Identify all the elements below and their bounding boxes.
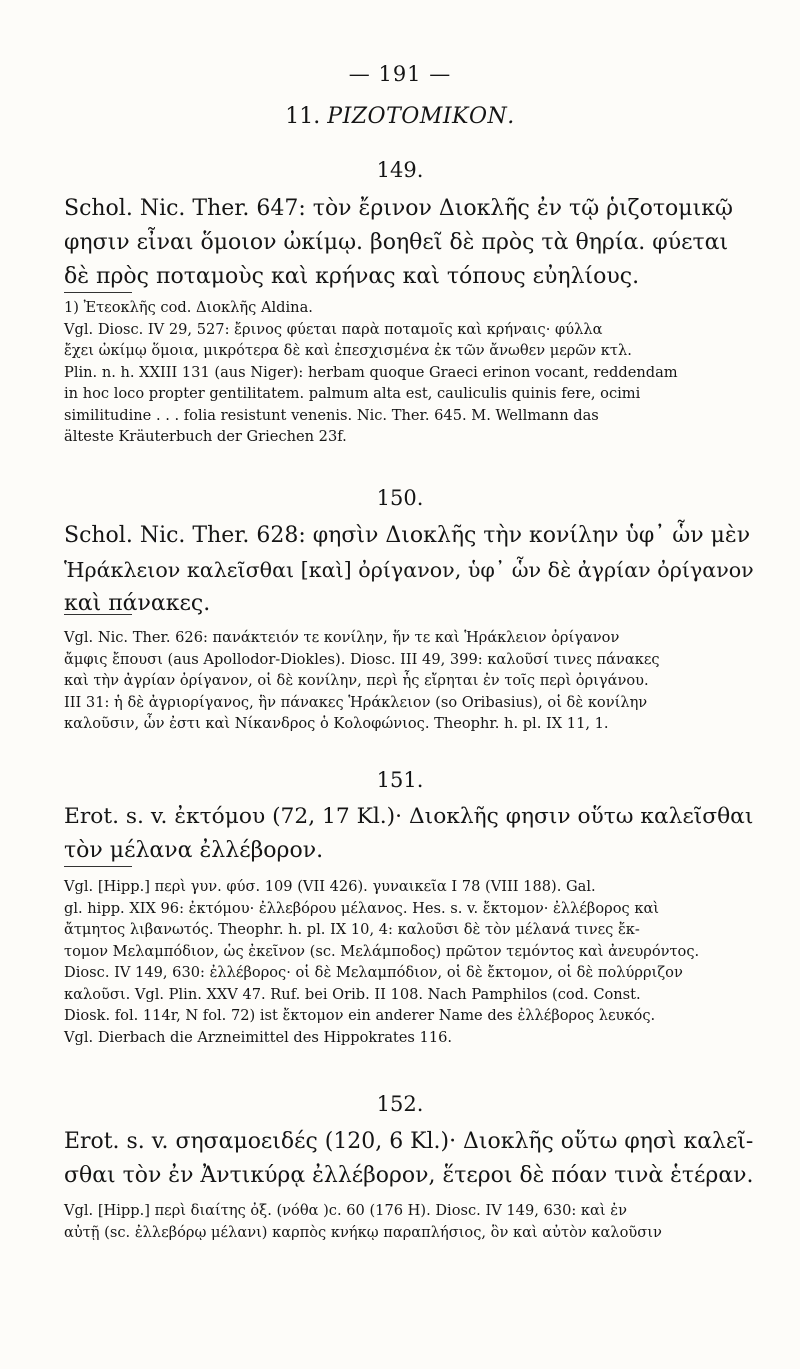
note-line: in hoc loco propter gentilitatem. palmum alta est, cauliculis quinis fere, ocimi: [64, 385, 641, 402]
note-line: 1) Ἐτεοκλῆς cod. Διοκλῆς Aldina.: [64, 299, 313, 316]
note-line: III 31: ἡ δὲ ἀγριορίγανος, ἣν πάνακες Ἡράκλειον (so Oribasius), οἱ δὲ κονίλην: [64, 693, 648, 711]
section-text: [64, 192, 754, 294]
text-line: Erot. s. v. σησαμοειδές (120, 6 Kl.)· Διοκλῆς οὕτω φησὶ καλεῖ-: [64, 1129, 754, 1154]
text-line: δὲ πρὸς ποταμοὺς καὶ κρήνας καὶ τόπους εὐηλίους.: [64, 264, 640, 289]
section-notes: [64, 297, 754, 448]
text-line: Ἡράκλειον καλεῖσθαι [καὶ] ὀρίγανον, ὑφ᾽ ὧν δὲ ἀγρίαν ὀρίγανον: [64, 558, 754, 582]
note-line: Diosk. fol. 114r, N fol. 72) ist ἔκτομον ein anderer Name des ἐλλέβορος λευκός.: [64, 1007, 656, 1024]
section-notes: [64, 1200, 754, 1243]
note-line: gl. hipp. XIX 96: ἐκτόμου· ἐλλεβόρου μέλανος. Hes. s. v. ἔκτομον· ἐλλέβορος καὶ: [64, 899, 660, 917]
footnote-rule: [64, 866, 132, 867]
section-text: [64, 1125, 754, 1193]
text-line: Schol. Nic. Ther. 647: τὸν ἔρινον Διοκλῆς ἐν τῷ ῥιζοτομικῷ: [64, 196, 733, 221]
note-line: καλοῦσι. Vgl. Plin. XXV 47. Ruf. bei Orib. II 108. Nach Pamphilos (cod. Const.: [64, 985, 641, 1003]
chapter-heading: [0, 104, 800, 129]
section-number: 152.: [376, 1092, 424, 1116]
note-line: τομον Μελαμπόδιον, ὡς ἐκεῖνον (sc. Μελάμποδος) πρῶτον τεμόντος καὶ ἀνευρόντος.: [64, 942, 700, 960]
text-line: Erot. s. v. ἐκτόμου (72, 17 Kl.)· Διοκλῆς φησιν οὕτω καλεῖσθαι: [64, 804, 754, 829]
note-line: Vgl. Dierbach die Arzneimittel des Hippokrates 116.: [64, 1028, 453, 1046]
note-line: Diosc. IV 149, 630: ἐλλέβορος· οἱ δὲ Μελαμπόδιον, οἱ δὲ ἔκτομον, οἱ δὲ πολύρριζον: [64, 964, 683, 981]
note-line: ἄτμητος λιβανωτός. Theophr. h. pl. IX 10, 4: καλοῦσι δὲ τὸν μέλανά τινες ἔκ-: [64, 921, 640, 938]
note-line: älteste Kräuterbuch der Griechen 23f.: [64, 428, 347, 445]
text-line: Schol. Nic. Ther. 628: φησὶν Διοκλῆς τὴν κονίλην ὑφ᾽ ὧν μὲν: [64, 523, 751, 548]
note-line: similitudine . . . folia resistunt venenis. Nic. Ther. 645. M. Wellmann das: [64, 406, 599, 424]
note-line: Vgl. Diosc. IV 29, 527: ἔρινος φύεται παρὰ ποταμοῖς καὶ κρήναις· φύλλα: [64, 320, 603, 338]
chapter-number: 11.: [285, 104, 321, 129]
text-line: σθαι τὸν ἐν Ἀντικύρᾳ ἐλλέβορον, ἕτεροι δὲ πόαν τινὰ ἑτέραν.: [64, 1163, 754, 1188]
section-text: [64, 800, 754, 868]
text-line: καὶ πάνακες.: [64, 591, 211, 616]
note-line: Vgl. Nic. Ther. 626: πανάκτειόν τε κονίλην, ἥν τε καὶ Ἡράκλειον ὀρίγανον: [64, 629, 620, 646]
page-number: — 191 —: [348, 62, 452, 86]
section-text: [64, 519, 754, 621]
note-line: Plin. n. h. XXIII 131 (aus Niger): herbam quoque Graeci erinon vocant, reddendam: [64, 363, 678, 381]
note-line: αὐτῇ (sc. ἐλλεβόρῳ μέλανι) καρπὸς κνήκῳ παραπλήσιος, ὃν καὶ αὐτὸν καλοῦσιν: [64, 1223, 662, 1241]
section-notes: [64, 627, 754, 735]
text-line: τὸν μέλανα ἐλλέβορον.: [64, 838, 324, 863]
footnote-rule: [64, 614, 132, 615]
chapter-title: ΡΙΖΟΤΟΜΙΚΟΝ.: [327, 104, 515, 129]
note-line: καλοῦσιν, ὧν ἐστι καὶ Νίκανδρος ὁ Κολοφώνιος. Theophr. h. pl. IX 11, 1.: [64, 715, 609, 732]
note-line: Vgl. [Hipp.] περὶ γυν. φύσ. 109 (VII 426). γυναικεῖα I 78 (VIII 188). Gal.: [64, 878, 596, 895]
section-number: 150.: [376, 486, 424, 510]
section-number: 151.: [376, 768, 424, 792]
text-line: φησιν εἶναι ὅμοιον ὠκίμῳ. βοηθεῖ δὲ πρὸς τὰ θηρία. φύεται: [64, 230, 729, 255]
section-notes: [64, 876, 754, 1048]
footnote-rule: [64, 292, 132, 293]
section-number: 149.: [376, 158, 424, 182]
note-line: ἄμφις ἔπουσι (aus Apollodor-Diokles). Diosc. III 49, 399: καλοῦσί τινες πάνακες: [64, 650, 660, 668]
note-line: ἔχει ὠκίμῳ ὅμοια, μικρότερα δὲ καὶ ἐπεσχισμένα ἐκ τῶν ἄνωθεν μερῶν κτλ.: [64, 342, 632, 359]
note-line: καὶ τὴν ἀγρίαν ὀρίγανον, οἱ δὲ κονίλην, περὶ ἧς εἴρηται ἐν τοῖς περὶ ὀριγάνου.: [64, 672, 649, 689]
note-line: Vgl. [Hipp.] περὶ διαίτης ὀξ. (νόθα )c. 60 (176 H). Diosc. IV 149, 630: καὶ ἐν: [64, 1202, 627, 1219]
